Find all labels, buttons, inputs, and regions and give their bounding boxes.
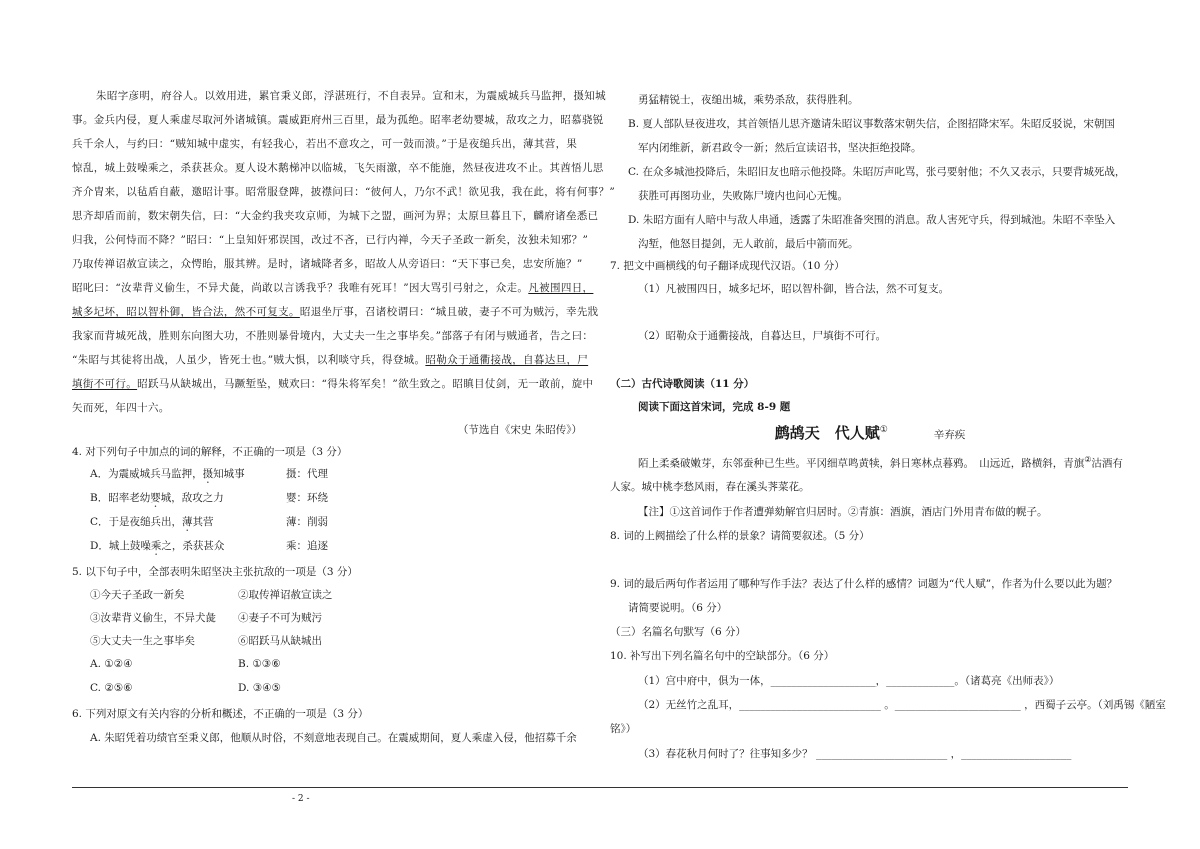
passage-text: 昭叱曰：“汝辈背义偷生，不异犬彘，尚敢以言诱我乎？我唯有死耳！”因大骂引弓射之，众走。 [72,282,529,294]
q9-stem: 9. 词的最后两句作者运用了哪种写作手法？表达了什么样的感情？词题为“代人赋”，作者为什么要以此为题？ [610,578,1118,590]
passage-line [72,280,592,295]
fill-blank-1: （1）宫中府中，俱为一体，____________________，_____________。（诸葛亮《出师表》） [638,675,1060,687]
underlined-sentence-1: 城多圮坏，昭以智朴御，皆合法，然不可复支。 [72,306,300,318]
q6-option-d: 沟堑，他怒目提剑，无人敢前，最后中箭而死。 [638,238,859,250]
passage-source: （节选自《宋史 朱昭传》） [457,424,582,436]
passage-text: 昭跃马从缺城出，马蹶堑坠，贼欢曰：“得朱将军矣！”欲生致之。昭瞋目仗剑，无一敢前，旋中 [137,378,594,390]
passage-line: 齐介胄来，以毡盾自蔽，邀昭计事。昭常服登陴，披襟问曰：“彼何人，乃尔不武！欲见我，我在此，将有何事？” [72,186,616,198]
poem-title: 鹧鸪天 代人赋① 辛弃疾 [774,424,966,442]
q6-option-a: A. 朱昭凭着功绩官至秉义郎，他顺从时俗，不刻意地表现自己。在震威期间，夏人乘虚入侵，他招募千余 [90,732,577,744]
passage-line: 矢而死，年四十六。 [72,402,170,414]
page-number: - 2 - [292,794,310,804]
passage-line: 兵千余人，与约曰：“贼知城中虚实，有轻我心，若出不意攻之，可一鼓而溃。”于是夜缒兵出，薄其营，果 [72,138,578,150]
passage-text: “朱昭与其徒将出战，人虽少，皆死士也。”贼大惧，以利啖守兵，得登城。 [72,354,426,366]
passage-line [72,304,599,319]
passage-line [72,352,592,367]
q9-stem-cont: 请简要说明。（6 分） [628,602,728,614]
q6-option-c: C. 在众多城池投降后，朱昭旧友也暗示他投降。朱昭厉声叱骂，张弓要射他；不久又表示，只要背城死战， [628,166,1126,178]
footer-rule [72,787,1128,788]
poetry-intro: 阅读下面这首宋词，完成 8-9 题 [638,401,791,413]
underlined-sentence-1: 凡被围四日， [528,282,594,294]
q6-option-c: 获胜可再图功业，失败陈尸境内也问心无愧。 [638,190,848,202]
q4-option-a: A．为震威城兵马监押，摄知城事 摄：代理 [90,468,328,480]
section-heading-recitation: （三）名篇名句默写（6 分） [610,626,747,638]
q5-stem: 5. 以下句子中，全部表明朱昭坚决主张抗敌的一项是（3 分） [72,566,358,578]
fill-blank-2-cont: 铭》） [610,723,637,735]
passage-line: 归我，公何恃而不降？”昭曰：“上皇知奸邪误国，改过不吝，已行内禅，今天子圣政一新矣，汝独未知邪？” [72,234,589,246]
q5-sentences: ⑤大丈夫一生之事毕矣 ⑥昭跃马从缺城出 [90,635,322,647]
passage-line: 朱昭字彦明，府谷人。以效用进，累官秉义郎，浮湛班行，不自表异。宣和末，为震威城兵马监押，摄知城 [96,90,606,102]
passage-line: 惊乱，城上鼓噪乘之，杀获甚众。夏人设木鹅梯冲以临城，飞矢雨激，卒不能施，然昼夜进攻不止。其酋悟儿思 [72,162,604,174]
q10-stem: 10. 补写出下列名篇名句中的空缺部分。（6 分） [610,650,835,662]
q4-option-d: D．城上鼓噪乘之，杀获甚众 乘：追逐 [90,540,328,552]
underlined-sentence-2: 填街不可行。 [72,378,138,390]
poem-author: 辛弃疾 [933,429,966,441]
passage-line: 事。金兵内侵，夏人乘虚尽取河外诸城镇。震威距府州三百里，最为孤绝。昭率老幼婴城，敌攻之力，昭慕骁锐 [72,114,604,126]
q6-stem: 6. 下列对原文有关内容的分析和概述，不正确的一项是（3 分） [72,708,369,720]
q7-sentence-1: （1）凡被围四日，城多圮坏，昭以智朴御，皆合法，然不可复支。 [638,283,950,295]
passage-text: 昭退坐厅事，召诸校谓曰：“城且破，妻子不可为贼污，幸先戕 [299,306,599,318]
q7-stem: 7. 把文中画横线的句子翻译成现代汉语。（10 分） [610,260,845,272]
q6-option-b: B. 夏人部队昼夜进攻，其首领悟儿思齐邀请朱昭议事数落宋朝失信，企图招降宋军。朱昭反驳说，宋朝国 [628,118,1115,130]
q7-sentence-2: （2）昭勒众于通衢接战，自暮达旦，尸填街不可行。 [638,330,887,342]
q5-sentences: ①今天子圣政一新矣 ②取传禅诏赦宣读之 [90,589,333,601]
q6-option-d: D. 朱昭方面有人暗中与敌人串通，透露了朱昭准备突围的消息。敌人害死守兵，得到城池。朱昭不幸坠入 [628,214,1116,226]
q5-sentences: ③汝辈背义偷生，不异犬彘 ④妻子不可为贼污 [90,612,322,624]
section-heading-poetry: （二）古代诗歌阅读（11 分） [610,378,755,390]
underlined-sentence-2: 昭勒众于通衢接战，自暮达旦，尸 [425,354,589,366]
q8-stem: 8. 词的上阙描绘了什么样的景象？请简要叙述。（5 分） [610,530,870,542]
passage-line: 我家而背城死战，胜则东向图大功，不胜则暴骨境内，大丈夫一生之事毕矣。”部落子有闭与贼通者，告之曰： [72,330,594,342]
q6-option-a: 勇猛精锐士，夜缒出城，乘势杀敌，获得胜利。 [638,94,859,106]
passage-line: 思齐却盾而前，数宋朝失信，曰：“大金约我夹攻京师，为城下之盟，画河为界；太原旦暮且下，麟府诸垒悉已 [72,210,599,222]
q4-option-b: B．昭率老幼婴城，敌攻之力 婴：环绕 [90,492,328,504]
fill-blank-3: （3）春花秋月何时了？往事知多少？ _________________________ ，_____________________ [638,748,1072,760]
q5-options: C. ②⑤⑥ D. ③④⑤ [90,682,281,694]
poem-line: 人家。城中桃李愁风雨，春在溪头荠菜花。 [610,481,810,493]
poem-note: 【注】①这首词作于作者遭弹劾解官归居时。②青旗：酒旗，酒店门外用青布做的幌子。 [638,506,1048,518]
q6-option-b: 军内闭维新，新君政令一新；然后宣读诏书，坚决拒绝投降。 [638,142,922,154]
passage-line [72,376,592,391]
q5-options: A. ①②④ B. ①③⑥ [90,658,281,670]
q4-option-c: C．于是夜缒兵出，薄其营 薄：削弱 [90,516,328,528]
poem-line: 陌上柔桑破嫩芽，东邻蚕种已生些。平冈细草鸣黄犊，斜日寒林点暮鸦。 山远近，路横斜，青旗②沽酒有 [638,455,1123,470]
q4-stem: 4. 对下列句子中加点的词的解释，不正确的一项是（3 分） [72,446,348,458]
passage-line: 乃取传禅诏赦宣读之，众愕眙，服其辨。是时，诸城降者多，昭故人从旁语曰：“天下事已矣，忠安所施？” [72,258,583,270]
fill-blank-2: （2）无丝竹之乱耳，___________________________ 。________________________ ，西蜀子云亭。（刘禹锡《陋室 [638,699,1166,711]
